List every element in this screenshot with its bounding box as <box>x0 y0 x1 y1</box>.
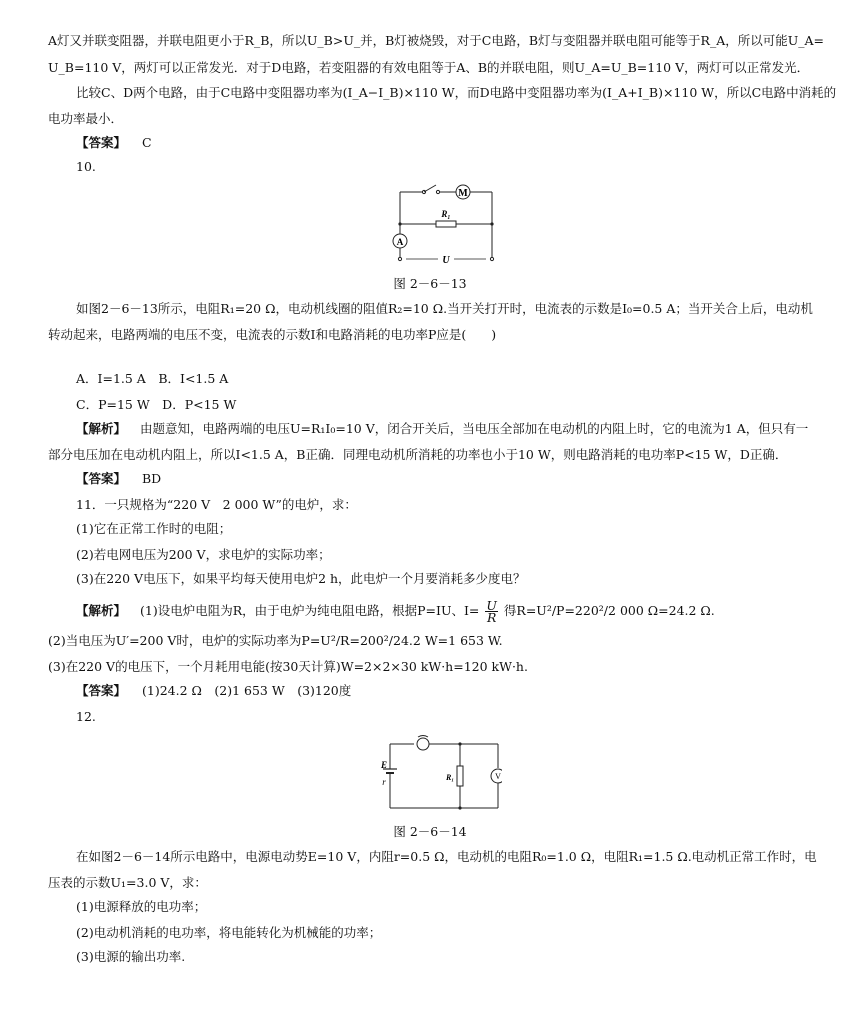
answer-tag: 【答案】 <box>76 135 127 150</box>
answer-tag: 【答案】 <box>76 683 127 698</box>
answer-line <box>76 470 161 488</box>
voltage-label: U <box>442 255 450 266</box>
text-line: 比较C、D两个电路，由于C电路中变阻器功率为(I_A−I_B)×110 W，而D电路中变阻器功率为(I_A+I_B)×110 W，所以C电路中消耗的 <box>76 85 837 100</box>
resistor-label: R₁ <box>441 209 451 219</box>
question-line: (1)电源释放的电功率； <box>76 899 207 914</box>
question-line: (2)若电网电压为200 V，求电炉的实际功率； <box>76 547 331 562</box>
text-line: 部分电压加在电动机内阻上，所以I<1.5 A，B正确．同理电动机所消耗的功率也小于10 W，则电路消耗的电功率P<15 W，D正确． <box>48 447 788 462</box>
answer-value: C <box>142 135 152 150</box>
internal-resistance-label: r <box>382 777 386 787</box>
text-line: 电功率最小． <box>48 111 124 126</box>
answer-value: (1)24.2 Ω (2)1 653 W (3)120度 <box>142 683 352 698</box>
motor-label: M <box>458 188 468 199</box>
text-line: (3)在220 V的电压下，一个月耗用电能(按30天计算)W=2×2×30 kW·h=120 kW·h. <box>48 659 528 674</box>
analysis-tag: 【解析】 <box>76 603 127 618</box>
voltmeter-label: V <box>495 772 501 781</box>
answer-line <box>76 134 152 152</box>
answer-value: BD <box>142 471 162 486</box>
figure-caption: 图 2－6－13 <box>393 276 467 291</box>
analysis-line <box>76 420 808 438</box>
circuit-diagram-13 <box>386 180 502 268</box>
text-line: U_B=110 V，两灯可以正常发光．对于D电路，若变阻器的有效电阻等于A、B的并联电阻，则U_A=U_B=110 V，两灯可以正常发光． <box>48 60 810 75</box>
question-line: (3)在220 V电压下，如果平均每天使用电炉2 h，此电炉一个月要消耗多少度电？ <box>76 571 526 586</box>
answer-tag: 【答案】 <box>76 471 127 486</box>
question-number: 10. <box>76 159 96 174</box>
question-line: 11．一只规格为“220 V 2 000 W”的电炉，求： <box>76 497 357 512</box>
answer-line <box>76 682 351 700</box>
text-line: 压表的示数U₁=3.0 V，求： <box>48 875 207 890</box>
question-line: (1)它在正常工作时的电阻； <box>76 521 232 536</box>
fraction-denominator: R <box>486 610 497 625</box>
ammeter-label: A <box>396 237 404 247</box>
analysis-text: 得R=U²/P=220²/2 000 Ω=24.2 Ω. <box>503 603 715 618</box>
analysis-text: 由题意知，电路两端的电压U=R₁I₀=10 V，闭合开关后，当电压全部加在电动机的内阻上时，它的电流为1 A，但只有一 <box>140 421 809 436</box>
fraction-numerator: U <box>486 598 497 613</box>
figure-caption: 图 2－6－14 <box>393 824 467 839</box>
fraction <box>485 600 498 623</box>
question-line: (2)电动机消耗的电功率，将电能转化为机械能的功率； <box>76 925 382 940</box>
option-line: C．P=15 W D．P<15 W <box>76 397 237 412</box>
circuit-diagram-14 <box>378 732 502 814</box>
option-line: A．I=1.5 A B．I<1.5 A <box>76 371 229 386</box>
text-line: 如图2－6－13所示，电阻R₁=20 Ω，电动机线圈的阻值R₂=10 Ω.当开关打开时，电流表的示数是I₀=0.5 A；当开关合上后，电动机 <box>76 301 813 316</box>
question-number: 12. <box>76 709 96 724</box>
text-line: (2)当电压为U′=200 V时，电炉的实际功率为P=U²/R=200²/24.2 W=1 653 W. <box>48 633 503 648</box>
analysis-text: (1)设电炉电阻为R，由于电炉为纯电阻电路，根据P=IU、I= <box>140 603 480 618</box>
emf-label: E <box>380 760 388 770</box>
question-line: (3)电源的输出功率. <box>76 949 186 964</box>
text-line: 转动起来，电路两端的电压不变，电流表的示数I和电路消耗的电功率P应是( ) <box>48 327 497 342</box>
text-line: 在如图2－6－14所示电路中，电源电动势E=10 V，内阻r=0.5 Ω，电动机的电阻R₀=1.0 Ω，电阻R₁=1.5 Ω.电动机正常工作时，电 <box>76 849 817 864</box>
resistor-label: R₁ <box>445 773 455 782</box>
analysis-line <box>76 600 715 623</box>
analysis-tag: 【解析】 <box>76 421 127 436</box>
text-line: A灯又并联变阻器，并联电阻更小于R_B，所以U_B>U_并，B灯被烧毁，对于C电路，B灯与变阻器并联电阻可能等于R_A，所以可能U_A= <box>48 33 825 48</box>
